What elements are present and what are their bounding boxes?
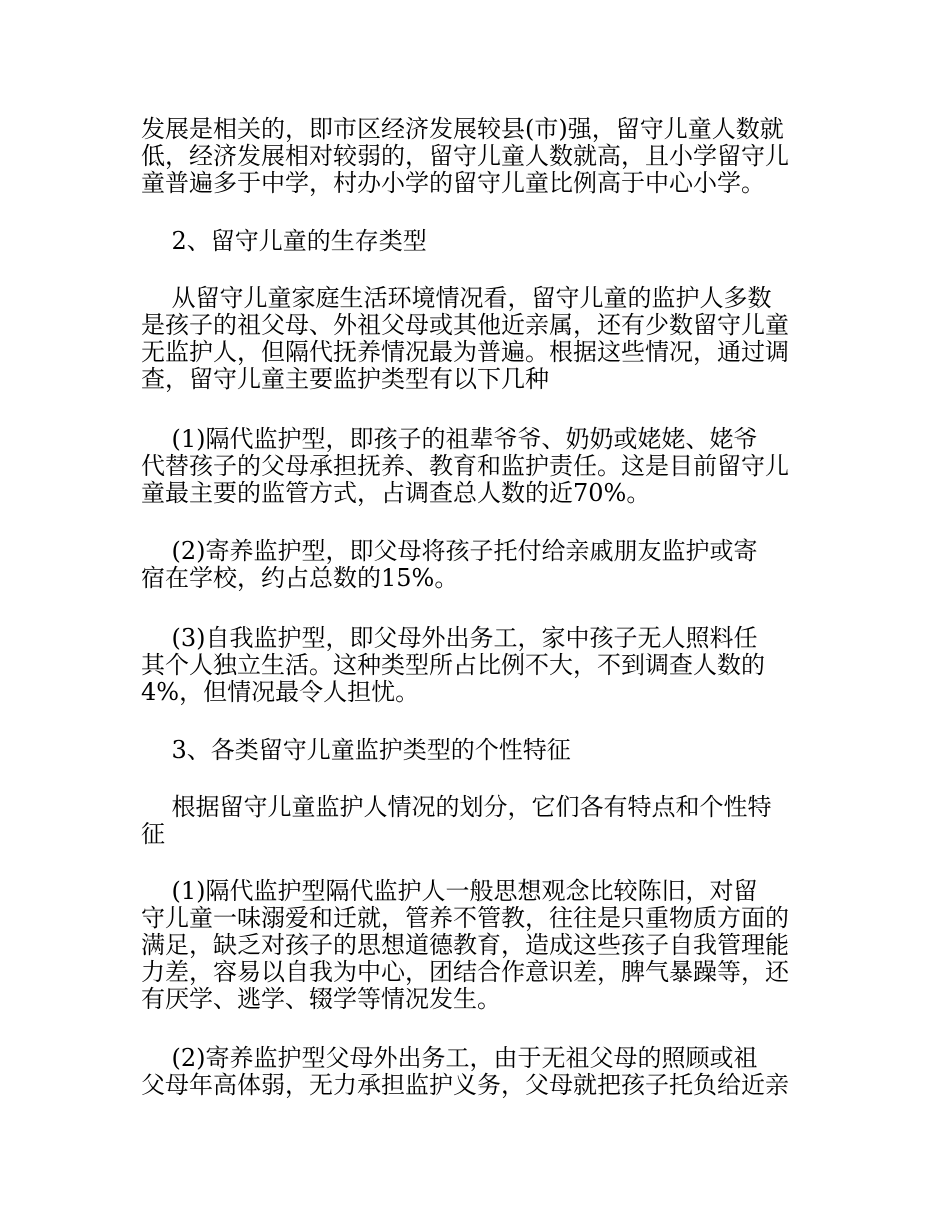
text-line: 其个人独立生活。这种类型所占比例不大，不到调查人数的 xyxy=(141,651,765,679)
paragraph-region-development xyxy=(141,116,789,197)
section-heading-survival-types xyxy=(141,228,427,255)
paragraph-grandparent-characteristics xyxy=(141,878,789,1013)
text-line: 从留守儿童家庭生活环境情况看，留守儿童的监护人多数 xyxy=(141,284,772,312)
text-line: 宿在学校，约占总数的15%。 xyxy=(141,564,459,592)
text-line: 有厌学、逃学、辍学等情况发生。 xyxy=(141,985,501,1013)
paragraph-classification xyxy=(141,794,772,848)
text-line: 代替孩子的父母承担抚养、教育和监护责任。这是目前留守儿 xyxy=(141,452,789,480)
paragraph-self-guardianship xyxy=(141,625,765,706)
text-line: 根据留守儿童监护人情况的划分，它们各有特点和个性特 xyxy=(141,793,772,821)
text-line: 3、各类留守儿童监护类型的个性特征 xyxy=(141,736,571,764)
paragraph-foster-guardianship xyxy=(141,538,758,592)
text-line: (2)寄养监护型父母外出务工，由于无祖父母的照顾或祖 xyxy=(141,1044,758,1072)
text-line: 是孩子的祖父母、外祖父母或其他近亲属，还有少数留守儿童 xyxy=(141,311,789,339)
text-line: 征 xyxy=(141,820,165,848)
text-line: 4%，但情况最令人担忧。 xyxy=(141,678,420,706)
text-line: 查，留守儿童主要监护类型有以下几种 xyxy=(141,365,549,393)
text-line: 童普遍多于中学，村办小学的留守儿童比例高于中心小学。 xyxy=(141,169,765,197)
paragraph-foster-characteristics xyxy=(141,1045,789,1099)
text-line: (1)隔代监护型，即孩子的祖辈爷爷、奶奶或姥姥、姥爷 xyxy=(141,425,758,453)
text-line: 守儿童一味溺爱和迁就，管养不管教，往往是只重物质方面的 xyxy=(141,904,789,932)
paragraph-family-environment xyxy=(141,285,789,393)
text-line: (2)寄养监护型，即父母将孩子托付给亲戚朋友监护或寄 xyxy=(141,537,758,565)
text-line: 低，经济发展相对较弱的，留守儿童人数就高，且小学留守儿 xyxy=(141,142,789,170)
text-line: 发展是相关的，即市区经济发展较县(市)强，留守儿童人数就 xyxy=(141,115,784,143)
text-line: 童最主要的监管方式，占调查总人数的近70%。 xyxy=(141,479,651,507)
section-heading-characteristics xyxy=(141,737,571,764)
text-line: 父母年高体弱，无力承担监护义务，父母就把孩子托负给近亲 xyxy=(141,1071,789,1099)
text-line: (1)隔代监护型隔代监护人一般思想观念比较陈旧，对留 xyxy=(141,877,758,905)
text-line: 无监护人，但隔代抚养情况最为普遍。根据这些情况，通过调 xyxy=(141,338,789,366)
paragraph-grandparent-guardianship xyxy=(141,426,789,507)
text-line: 力差，容易以自我为中心，团结合作意识差，脾气暴躁等，还 xyxy=(141,958,789,986)
text-line: 2、留守儿童的生存类型 xyxy=(141,227,427,255)
text-line: 满足，缺乏对孩子的思想道德教育，造成这些孩子自我管理能 xyxy=(141,931,789,959)
text-line: (3)自我监护型，即父母外出务工，家中孩子无人照料任 xyxy=(141,624,758,652)
